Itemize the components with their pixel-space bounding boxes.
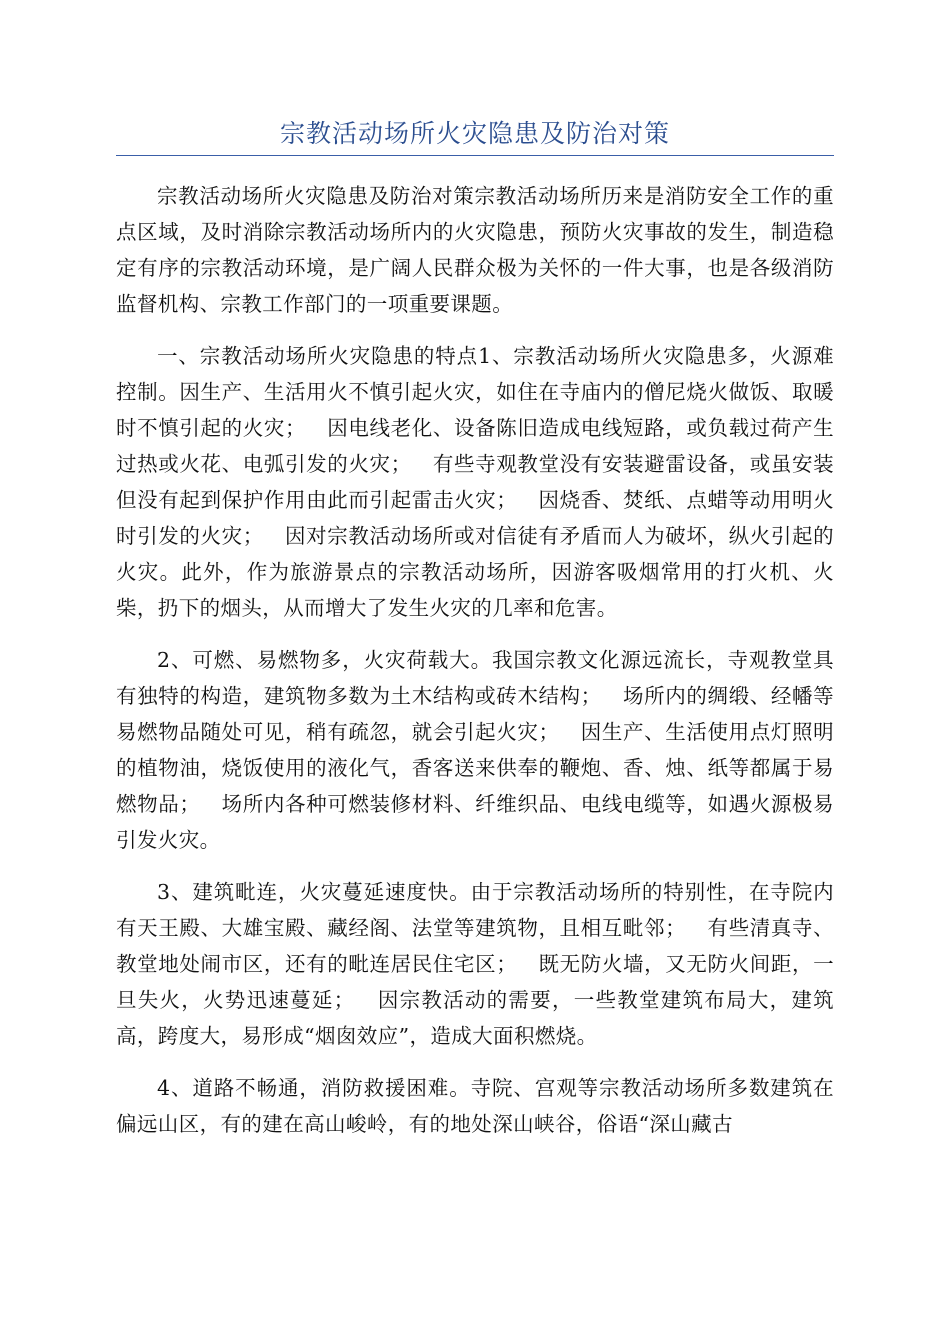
paragraph-section-1: 一、宗教活动场所火灾隐患的特点1、宗教活动场所火灾隐患多，火源难控制。因生产、生活用火不慎引起火灾，如住在寺庙内的僧尼烧火做饭、取暖时不慎引起的火灾； 因电线老化、设备陈旧造成电线短路，或负载过荷产生过热或火花、电弧引发的火灾； 有些寺观教堂没有安装避雷设备，或虽安装但没有起到保护作用由此而引起雷击火灾； 因烧香、焚纸、点蜡等动用明火时引发的火灾； 因对宗教活动场所或对信徒有矛盾而人为破坏，纵火引起的火灾。此外，作为旅游景点的宗教活动场所，因游客吸烟常用的打火机、火柴，扔下的烟头，从而增大了发生火灾的几率和危害。 [116, 344, 834, 620]
paragraph-section-3: 3、建筑毗连，火灾蔓延速度快。由于宗教活动场所的特别性，在寺院内有天王殿、大雄宝殿、藏经阁、法堂等建筑物，且相互毗邻； 有些清真寺、教堂地处闹市区，还有的毗连居民住宅区； 既无防火墙，又无防火间距，一旦失火，火势迅速蔓延； 因宗教活动的需要，一些教堂建筑布局大，建筑高，跨度大，易形成“烟囱效应”，造成大面积燃烧。 [116, 880, 834, 1048]
paragraph-section-2: 2、可燃、易燃物多，火灾荷载大。我国宗教文化源远流长，寺观教堂具有独特的构造，建筑物多数为土木结构或砖木结构； 场所内的绸缎、经幡等易燃物品随处可见，稍有疏忽，就会引起火灾； 因生产、生活使用点灯照明的植物油，烧饭使用的液化气，香客送来供奉的鞭炮、香、烛、纸等都属于易燃物品； 场所内各种可燃装修材料、纤维织品、电线电缆等，如遇火源极易引发火灾。 [116, 648, 834, 852]
page-title: 宗教活动场所火灾隐患及防治对策 [279, 119, 670, 148]
paragraph-intro: 宗教活动场所火灾隐患及防治对策宗教活动场所历来是消防安全工作的重点区域，及时消除宗教活动场所内的火灾隐患，预防火灾事故的发生，制造稳定有序的宗教活动环境，是广阔人民群众极为关怀的一件大事，也是各级消防监督机构、宗教工作部门的一项重要课题。 [116, 184, 834, 316]
title-underline [116, 155, 834, 156]
document-body [116, 178, 834, 1158]
paragraph-section-4: 4、道路不畅通，消防救援困难。寺院、宫观等宗教活动场所多数建筑在偏远山区，有的建在高山峻岭，有的地处深山峡谷，俗语“深山藏古 [116, 1076, 834, 1136]
